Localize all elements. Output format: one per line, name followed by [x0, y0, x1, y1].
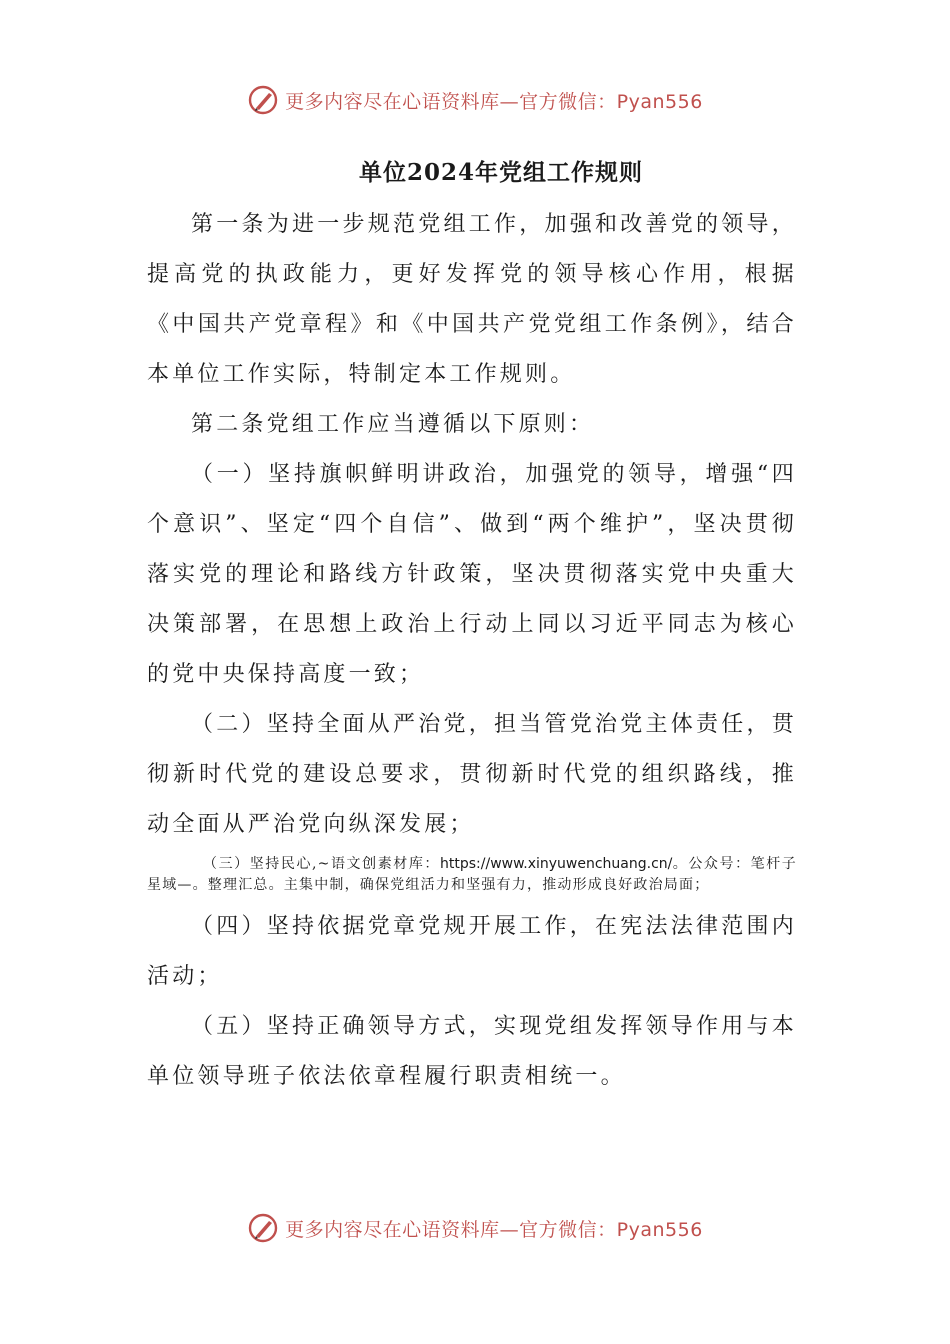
paragraph-principle-5: （五）坚持正确领导方式，实现党组发挥领导作用与本单位领导班子依法依章程履行职责相统一。 — [147, 1014, 797, 1089]
watermark-footer — [0, 1212, 950, 1244]
source-link[interactable]: https://www.xinyuwenchuang.cn/ — [440, 856, 673, 872]
watermark-text: 更多内容尽在心语资料库—官方微信：Pyan556 — [285, 90, 703, 113]
document-title: 单位2024年党组工作规则 — [358, 159, 643, 186]
pen-logo-icon — [247, 1212, 279, 1244]
paragraph-principle-2: （二）坚持全面从严治党，担当管党治党主体责任，贯彻新时代党的建设总要求，贯彻新时代党的组织路线，推动全面从严治党向纵深发展； — [147, 712, 797, 837]
watermark-header — [0, 84, 950, 116]
paragraph-principle-1: （一）坚持旗帜鲜明讲政治，加强党的领导，增强“四个意识”、坚定“四个自信”、做到“两个维护”，坚决贯彻落实党的理论和路线方针政策，坚决贯彻落实党中央重大决策部署，在思想上政治上行动上同以习近平同志为核心的党中央保持高度一致； — [147, 462, 797, 687]
paragraph-principle-3: （三）坚持民心,~语文创素材库：https://www.xinyuwenchuang.cn/。公众号：笔杆子星域—。整理汇总。主集中制，确保党组活力和坚强有力，推动形成良好政治局面； — [147, 856, 797, 893]
paragraph-article-1: 第一条为进一步规范党组工作，加强和改善党的领导，提高党的执政能力，更好发挥党的领导核心作用，根据《中国共产党章程》和《中国共产党党组工作条例》，结合本单位工作实际，特制定本工作规则。 — [147, 212, 797, 387]
watermark-text: 更多内容尽在心语资料库—官方微信：Pyan556 — [285, 1218, 703, 1241]
pen-logo-icon — [247, 84, 279, 116]
document-body — [147, 200, 797, 1102]
paragraph-principle-4: （四）坚持依据党章党规开展工作，在宪法法律范围内活动； — [147, 914, 797, 989]
paragraph-article-2: 第二条党组工作应当遵循以下原则： — [191, 412, 595, 437]
